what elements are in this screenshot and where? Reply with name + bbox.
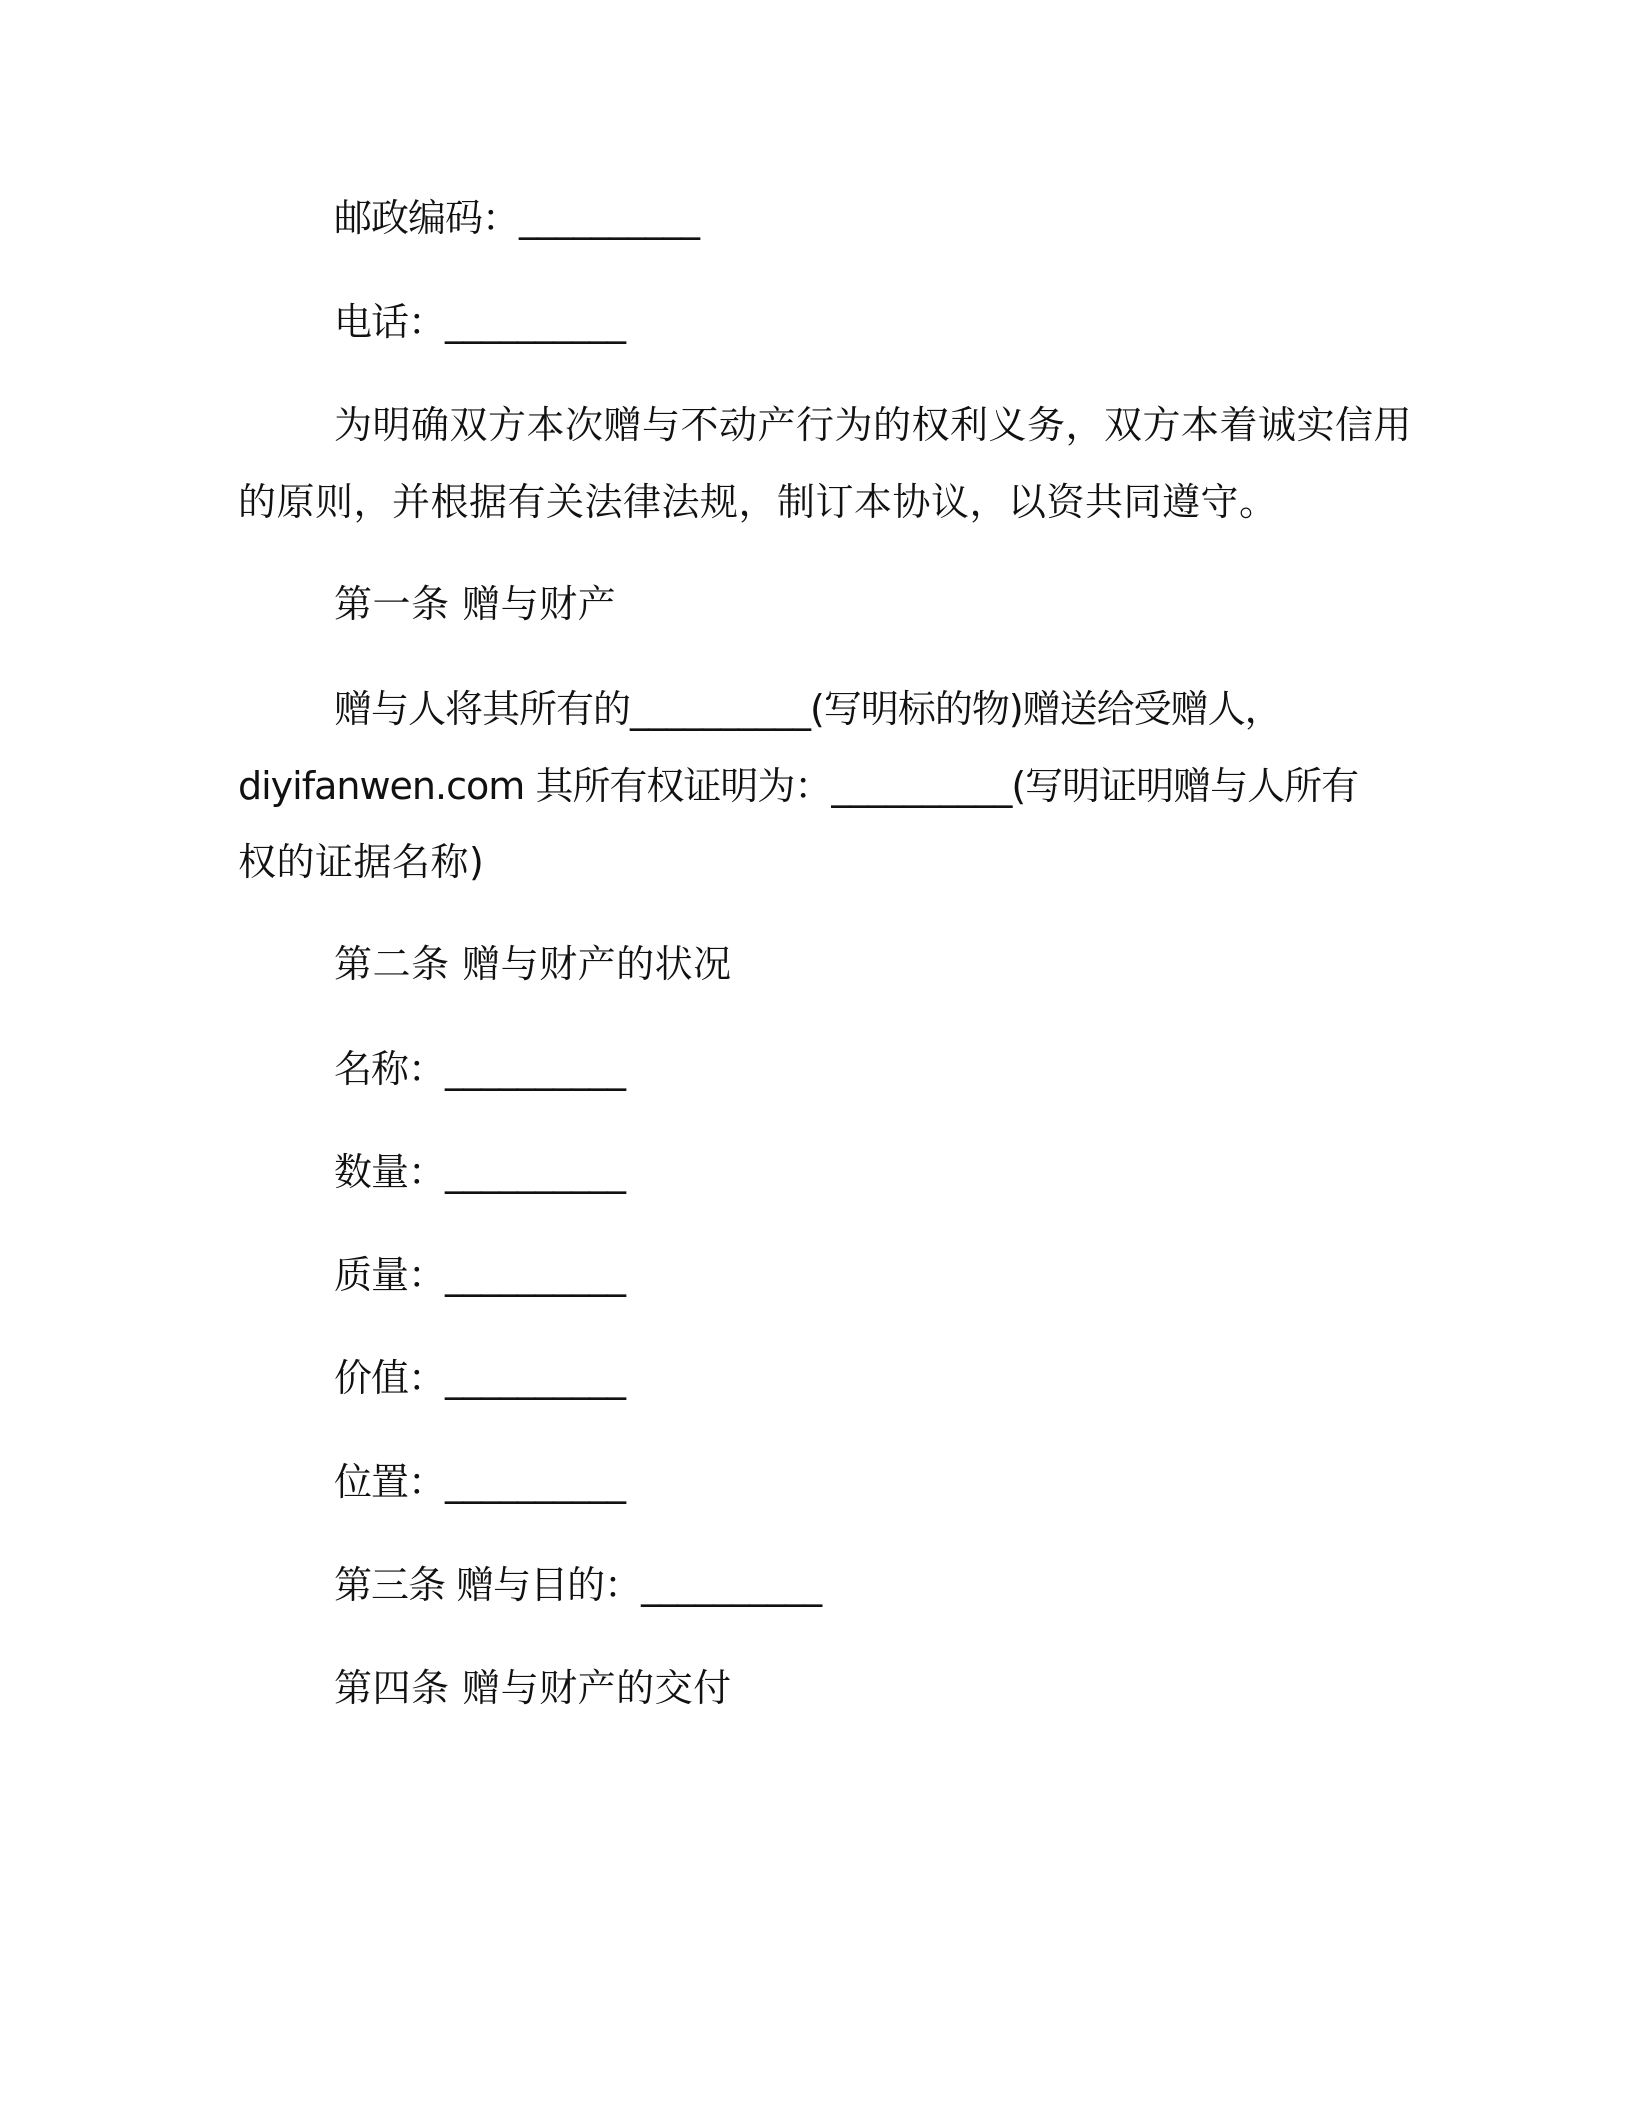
intro-paragraph-line-1: 为明确双方本次赠与不动产行为的权利义务，双方本着诚实信用 xyxy=(334,403,1413,447)
intro-paragraph-line-2: 的原则，并根据有关法律法规，制订本协议，以资共同遵守。 xyxy=(238,480,1278,524)
phone-line: 电话：__________ xyxy=(334,300,626,344)
item-quality-line: 质量：__________ xyxy=(334,1253,626,1297)
article-1-text-line-3: 权的证据名称) xyxy=(238,840,485,884)
item-name-line: 名称：__________ xyxy=(334,1047,626,1091)
item-quantity-line: 数量：__________ xyxy=(334,1150,626,1194)
item-location-line: 位置：__________ xyxy=(334,1460,626,1504)
article-1-title: 第一条 赠与财产 xyxy=(334,582,617,626)
item-value-line: 价值：__________ xyxy=(334,1356,626,1400)
article-4-title: 第四条 赠与财产的交付 xyxy=(334,1666,732,1710)
postal-code-line: 邮政编码：__________ xyxy=(334,196,700,240)
article-2-title: 第二条 赠与财产的状况 xyxy=(334,942,732,986)
article-1-text-line-1: 赠与人将其所有的__________(写明标的物)赠送给受赠人， xyxy=(334,687,1282,731)
article-1-text-line-2: diyifanwen.com 其所有权证明为：__________(写明证明赠与人所有 xyxy=(238,764,1359,808)
article-3-line: 第三条 赠与目的：__________ xyxy=(334,1563,822,1607)
